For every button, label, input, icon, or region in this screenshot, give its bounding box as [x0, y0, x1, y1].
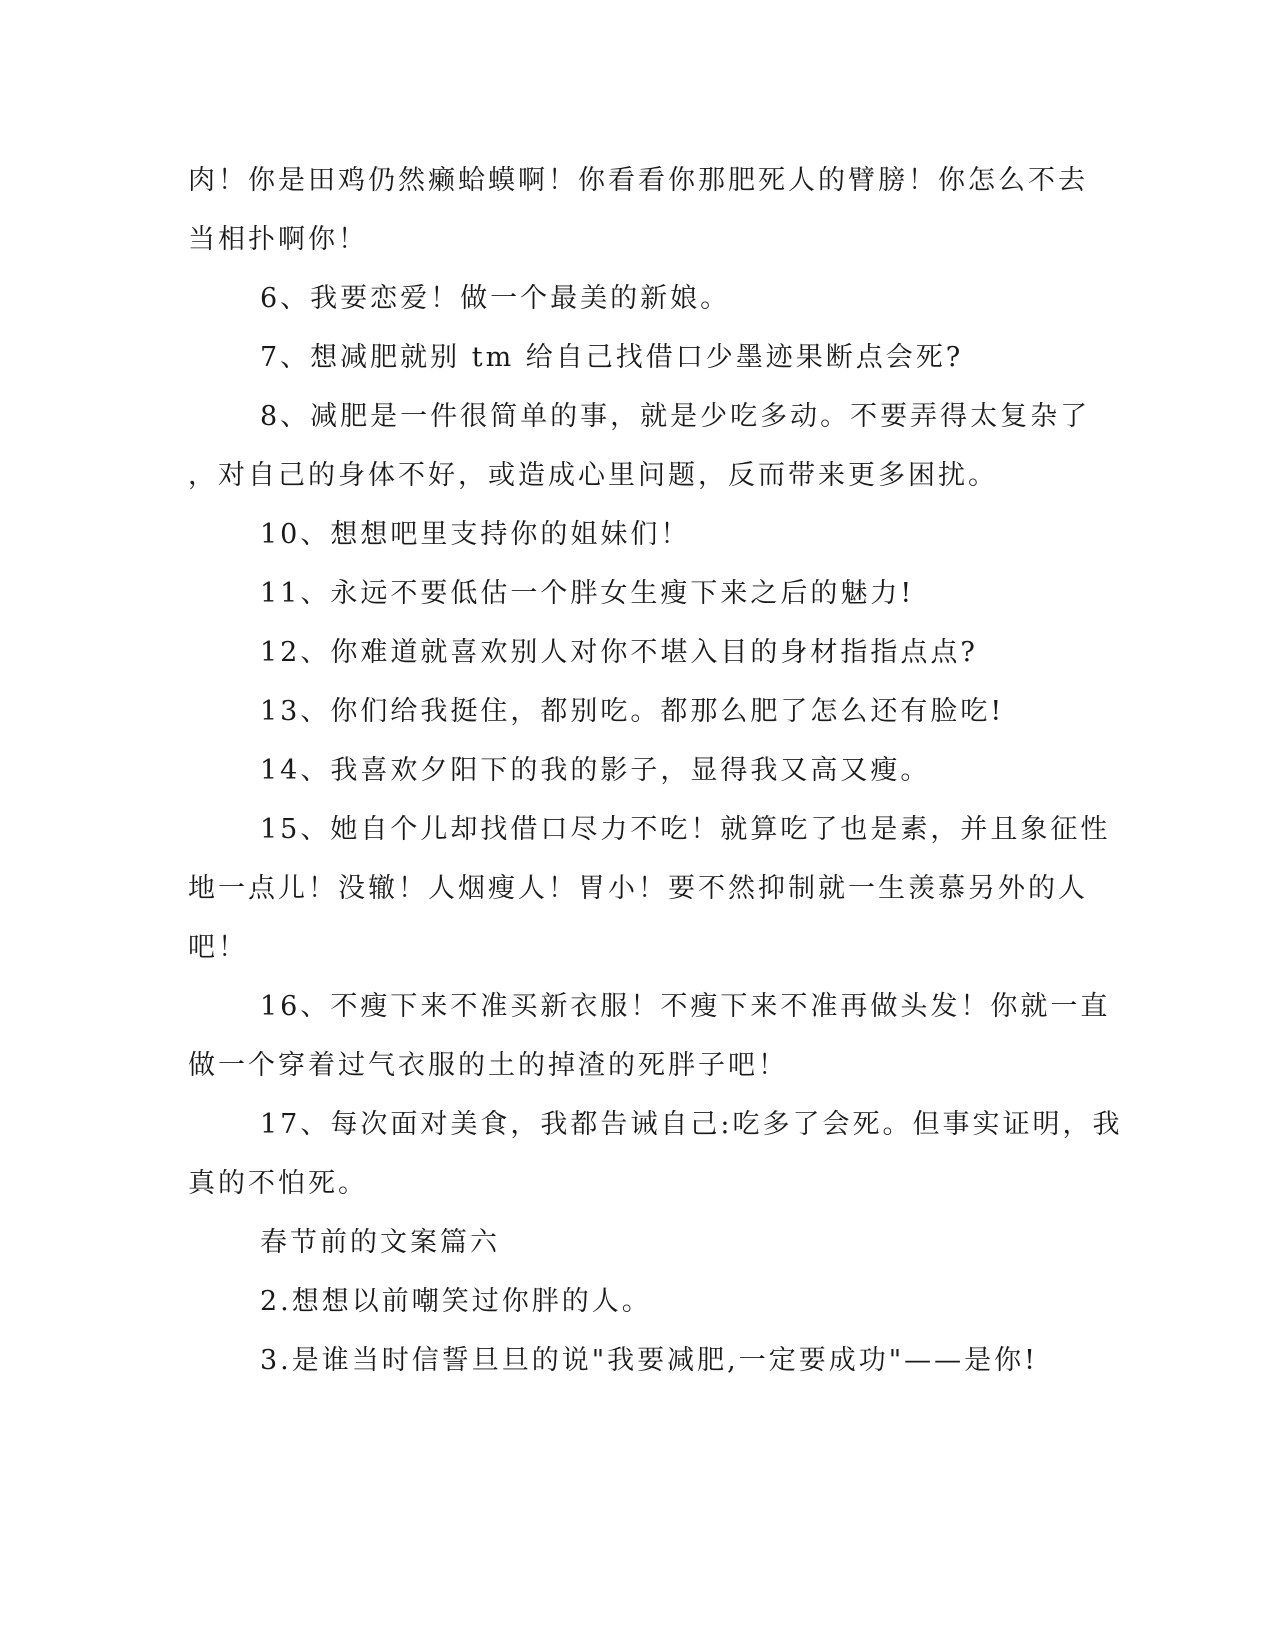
paragraph-line: 吧！ [188, 932, 248, 963]
paragraph-line: 15、她自个儿却找借口尽力不吃！就算吃了也是素，并且象征性 [260, 814, 1111, 845]
paragraph-line: 16、不瘦下来不准买新衣服！不瘦下来不准再做头发！你就一直 [260, 991, 1111, 1022]
paragraph-line: ，对自己的身体不好，或造成心里问题，反而带来更多困扰。 [188, 460, 998, 491]
paragraph-line: 10、想想吧里支持你的姐妹们！ [260, 519, 691, 550]
paragraph-line: 8、减肥是一件很简单的事，就是少吃多动。不要弄得太复杂了 [260, 401, 1091, 432]
paragraph-line: 真的不怕死。 [188, 1168, 368, 1199]
paragraph-line: 14、我喜欢夕阳下的我的影子，显得我又高又瘦。 [260, 755, 931, 786]
paragraph-line: 13、你们给我挺住，都别吃。都那么肥了怎么还有脸吃! [260, 696, 1005, 727]
paragraph-line: 做一个穿着过气衣服的土的掉渣的死胖子吧！ [188, 1050, 788, 1081]
paragraph-line: 地一点儿！没辙！人烟瘦人！胃小！要不然抑制就一生羡慕另外的人 [188, 873, 1088, 904]
paragraph-line: 17、每次面对美食，我都告诫自己:吃多了会死。但事实证明，我 [260, 1109, 1123, 1140]
paragraph-line: 2.想想以前嘲笑过你胖的人。 [260, 1286, 652, 1317]
paragraph-line: 当相扑啊你！ [188, 224, 368, 255]
section-heading: 春节前的文案篇六 [260, 1227, 500, 1258]
paragraph-line: 11、永远不要低估一个胖女生瘦下来之后的魅力! [260, 578, 915, 609]
paragraph-line: 12、你难道就喜欢别人对你不堪入目的身材指指点点? [260, 637, 978, 668]
paragraph-line: 肉！你是田鸡仍然癞蛤蟆啊！你看看你那肥死人的臂膀！你怎么不去 [188, 165, 1088, 196]
paragraph-line: 6、我要恋爱！做一个最美的新娘。 [260, 283, 731, 314]
paragraph-line: 7、想减肥就别 tm 给自己找借口少墨迹果断点会死? [260, 342, 964, 373]
paragraph-line: 3.是谁当时信誓旦旦的说"我要减肥,一定要成功"——是你! [260, 1345, 1039, 1376]
